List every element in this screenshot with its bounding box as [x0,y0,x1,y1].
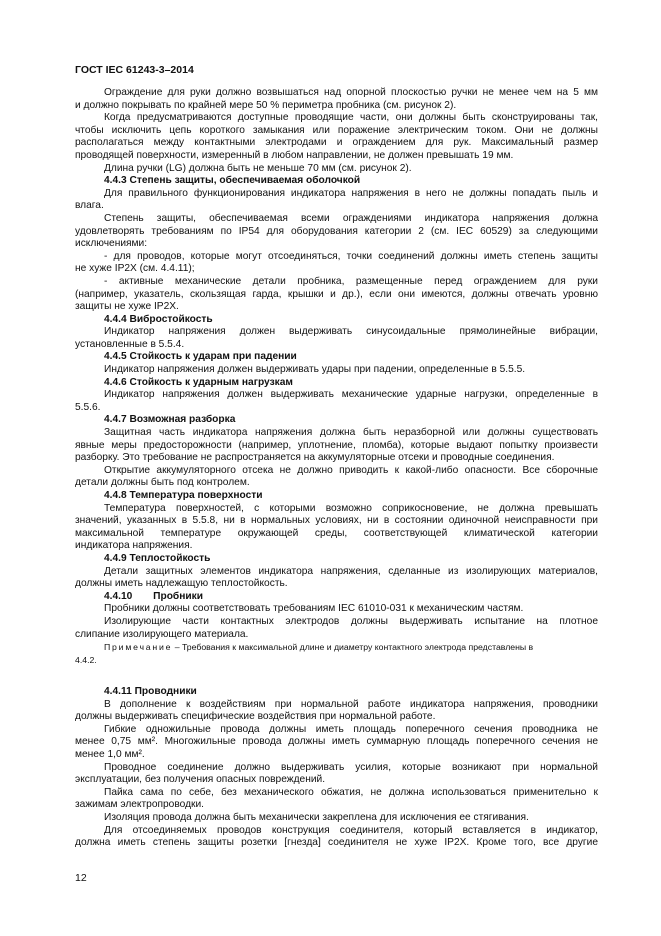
paragraph-line: располагаться между контактными электродами и ограждением для рук. Максимальный размер [75,137,598,149]
paragraph-line: Изоляция провода должна быть механически закреплена для исключения ее стягивания. [104,811,529,823]
paragraph-line: слипание изолирующего материала. [75,628,249,640]
paragraph-line: менее 1,0 мм². [75,748,145,760]
list-item-cont: (например, указатель, скользящая гарда, крышки и др.), если они имеются, должны отвечать уровню [75,288,598,300]
section-heading-4-4-3: 4.4.3 Степень защиты, обеспечиваемая оболочкой [104,175,361,187]
paragraph-line: должна иметь степень защиты розетки [гнезда] соединителя не хуже IP2X. Кроме того, все другие [75,837,598,849]
paragraph-line: Индикатор напряжения должен выдерживать синусоидальные прямолинейные вибрации, [104,326,598,338]
paragraph-line: индикатора напряжения. [75,540,193,552]
paragraph-line: Детали защитных элементов индикатора напряжения, сделанные из изолирующих материалов, [104,565,598,577]
paragraph-line: Для отсоединяемых проводов конструкция соединителя, который вставляется в индикатор, [104,824,598,836]
paragraph-line: Температура поверхностей, с которыми возможно соприкосновение, не должна превышать [104,502,598,514]
paragraph-line: Гибкие одножильные провода должны иметь площадь поперечного сечения проводника не [104,723,598,735]
section-heading-4-4-6: 4.4.6 Стойкость к ударным нагрузкам [104,376,293,388]
paragraph-line: зажимам электропроводки. [75,799,205,811]
paragraph-line: детали должны быть под контролем. [75,477,250,489]
paragraph-line: влага. [75,200,104,212]
section-heading-4-4-10: 4.4.10 Пробники [104,590,203,602]
list-item-cont: не хуже IP2X (см. 4.4.11); [75,263,195,275]
note-label: Примечание [104,642,173,653]
section-heading-4-4-9: 4.4.9 Теплостойкость [104,552,211,564]
page-number: 12 [75,872,87,884]
paragraph-line: максимальной температуре окружающей среды, соответствующей климатической категории [75,527,598,539]
section-heading-4-4-5: 4.4.5 Стойкость к ударам при падении [104,351,297,363]
paragraph-line: Для правильного функционирования индикатора напряжения в него не должны попадать пыль и [104,187,598,199]
paragraph-line: Когда предусматриваются доступные проводящие части, они должны быть сконструированы так, [104,112,598,124]
paragraph-line: Степень защиты, обеспечиваемая всеми ограждениями индикатора напряжения должна [104,212,598,224]
paragraph-line: Пробники должны соответствовать требованиям IEC 61010-031 к механическим частям. [104,603,524,615]
paragraph-line: установленные в 5.5.4. [75,338,185,350]
document-header: ГОСТ IEC 61243-3–2014 [75,64,194,76]
section-heading-4-4-7: 4.4.7 Возможная разборка [104,414,236,426]
paragraph-line: В дополнение к воздействиям при нормальной работе индикатора напряжения, проводники [104,698,598,710]
section-heading-4-4-4: 4.4.4 Вибростойкость [104,313,213,325]
paragraph-line: Длина ручки (LG) должна быть не меньше 70 мм (см. рисунок 2). [104,162,412,174]
list-item: - активные механические детали пробника, размещенные перед ограждением для руки [104,275,598,287]
paragraph-line: проводящей поверхности, измеренный в любом направлении, не должен превышать 19 мм. [75,149,514,161]
paragraph-line: и должно покрывать по крайней мере 50 % периметра пробника (см. рисунок 2). [75,99,457,111]
paragraph-line: 5.5.6. [75,401,101,413]
note [75,641,598,654]
paragraph-line: эксплуатации, без получения опасных повреждений. [75,774,326,786]
paragraph-line: явные меры предосторожности (например, уплотнение, пломба), которые выдают попытку произвести [75,439,598,451]
body-text-top [75,87,598,666]
body-text-bottom [75,686,598,850]
list-item-cont: защиты не хуже IP2X. [75,301,179,313]
paragraph-line: Открытие аккумуляторного отсека не должно приводить к какой-либо опасности. Все сборочные [104,464,598,476]
paragraph-line: Пайка сама по себе, без механического обжатия, не должна использоваться применительно к [104,786,598,798]
paragraph-line: Индикатор напряжения должен выдерживать удары при падении, определенные в 5.5.5. [104,364,526,376]
paragraph-line: менее 0,75 мм². Многожильные провода должны иметь суммарную площадь поперечного сечения не [75,736,598,748]
paragraph-line: должны выдерживать специфические воздействия при нормальной работе. [75,711,436,723]
paragraph-line: разборку. Это требование не распространяется на аккумуляторные отсеки и проводные соединения. [75,452,555,464]
paragraph-line: исключениями: [75,238,148,250]
paragraph-line: Защитная часть индикатора напряжения должна быть неразборной или должны существовать [104,427,598,439]
paragraph-line: Ограждение для руки должно возвышаться над опорной плоскостью ручки не менее чем на 5 мм [104,87,598,98]
paragraph-line: значений, указанных в 5.5.8, ни в нормальных условиях, ни в состоянии одиночной неисправности при [75,515,598,527]
list-item: - для проводов, которые могут отсоединяться, точки соединений должны иметь степень защиты [104,250,598,262]
paragraph-line: удовлетворять требованиям по IP54 для оборудования категории 2 (см. IEC 60529) за следующими [75,225,598,237]
paragraph-line: Изолирующие части контактных электродов должны выдерживать испытание на плотное [104,615,598,627]
section-heading-4-4-11: 4.4.11 Проводники [104,686,197,697]
section-heading-4-4-8: 4.4.8 Температура поверхности [104,490,263,501]
note-cont: 4.4.2. [75,654,97,665]
paragraph-line: чтобы исключить цепь короткого замыкания или поражение электрическим током. Они не должны [75,124,598,136]
paragraph-line: Индикатор напряжения должен выдерживать механические ударные нагрузки, определенные в [104,389,598,401]
paragraph-line: должны иметь надлежащую теплостойкость. [75,578,288,590]
note-text: – Требования к максимальной длине и диаметру контактного электрода представлены в [172,642,534,653]
paragraph-line: Проводное соединение должно выдерживать усилия, которые возникают при нормальной [104,761,598,773]
